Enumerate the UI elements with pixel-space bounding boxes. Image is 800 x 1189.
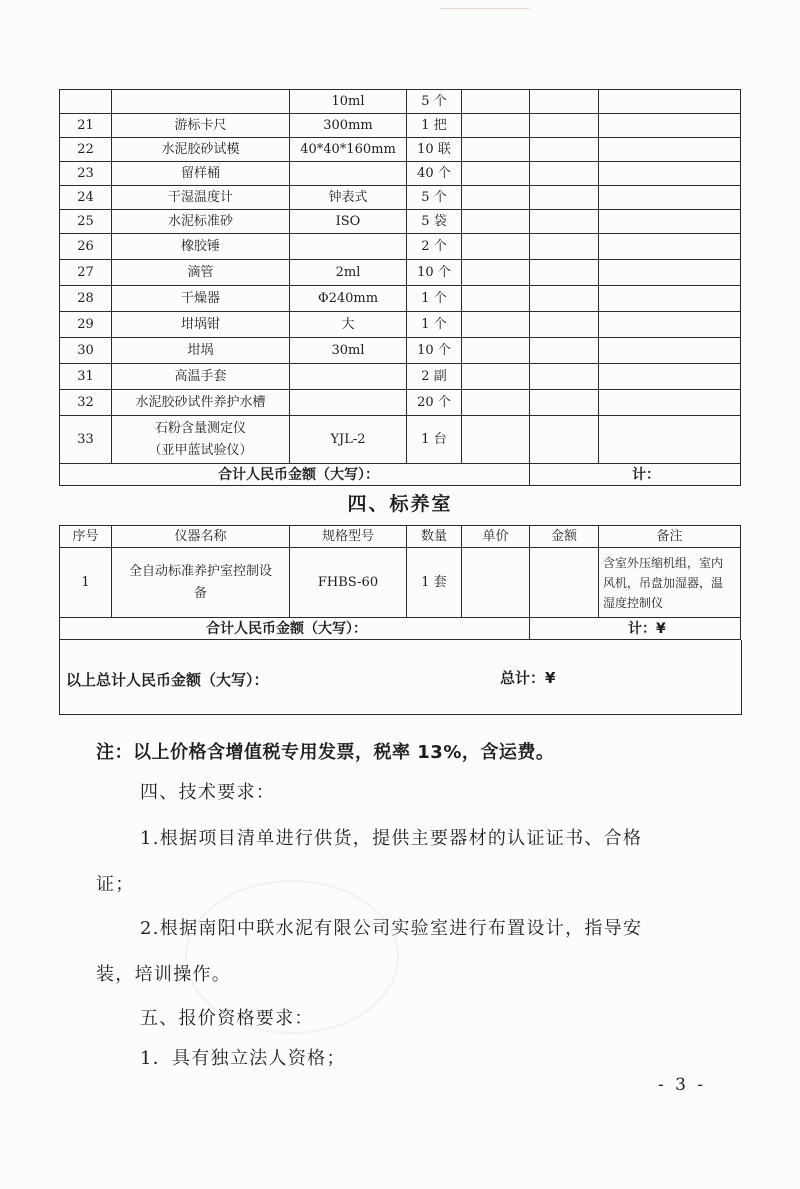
amount: [530, 286, 599, 312]
item-spec: [290, 390, 407, 416]
unit-price: [462, 338, 530, 364]
item-qty: 2 个: [407, 234, 462, 260]
table-sum-row: [60, 618, 741, 640]
tech-item-1-cont: 证；: [96, 874, 135, 895]
item-qty: 5 个: [407, 186, 462, 210]
remark-line: 湿度控制仪: [603, 595, 664, 610]
table-row: [60, 114, 741, 138]
page-number: - 3 -: [658, 1075, 707, 1095]
stamp-trace: [440, 0, 530, 9]
unit-price: [462, 210, 530, 234]
table-row: [60, 286, 741, 312]
item-spec: [290, 234, 407, 260]
item-qty: 5 个: [407, 90, 462, 114]
item-name: 干燥器: [112, 286, 290, 312]
item-spec: 大: [290, 312, 407, 338]
table-row: [60, 138, 741, 162]
item-name: 坩埚: [112, 338, 290, 364]
sum-total: 计：: [530, 464, 741, 486]
remark: [599, 416, 741, 464]
column-header: 金额: [530, 526, 599, 548]
table-row: [60, 312, 741, 338]
row-number: 28: [60, 286, 112, 312]
unit-price: [462, 186, 530, 210]
amount: [530, 186, 599, 210]
table-header-row: [60, 526, 741, 548]
remark: [599, 548, 741, 618]
amount: [530, 114, 599, 138]
amount: [530, 138, 599, 162]
unit-price: [462, 114, 530, 138]
amount: [530, 234, 599, 260]
item-qty: 40 个: [407, 162, 462, 186]
tech-item-1: 1.根据项目清单进行供货，提供主要器材的认证证书、合格: [140, 828, 643, 849]
row-number: 24: [60, 186, 112, 210]
unit-price: [462, 162, 530, 186]
item-spec: ISO: [290, 210, 407, 234]
amount: [530, 162, 599, 186]
table-row: [60, 260, 741, 286]
table-row: [60, 390, 741, 416]
row-number: [60, 90, 112, 114]
item-name: 坩埚钳: [112, 312, 290, 338]
item-qty: 10 联: [407, 138, 462, 162]
unit-price: [462, 90, 530, 114]
row-number: 26: [60, 234, 112, 260]
section-title: 四、标养室: [347, 493, 453, 515]
item-qty: 1 台: [407, 416, 462, 464]
item-name: [112, 548, 290, 618]
item-name: 橡胶锤: [112, 234, 290, 260]
item-spec: Φ240mm: [290, 286, 407, 312]
column-header: 数量: [407, 526, 462, 548]
remark-line: 风机，吊盘加湿器，温: [603, 575, 724, 590]
column-header: 单价: [462, 526, 530, 548]
table-row: [60, 186, 741, 210]
amount: [530, 90, 599, 114]
unit-price: [462, 260, 530, 286]
item-qty: 1 个: [407, 312, 462, 338]
item-qty: 10 个: [407, 338, 462, 364]
amount: [530, 260, 599, 286]
column-header: 规格型号: [290, 526, 407, 548]
item-name: 水泥标准砂: [112, 210, 290, 234]
item-name: 水泥胶砂试件养护水槽: [112, 390, 290, 416]
item-qty: 2 副: [407, 364, 462, 390]
item-name-line: 石粉含量测定仪: [154, 420, 246, 436]
sum-total: 计：¥: [530, 618, 741, 640]
row-number: 22: [60, 138, 112, 162]
item-qty: 1 套: [407, 548, 462, 618]
row-number: 1: [60, 548, 112, 618]
unit-price: [462, 312, 530, 338]
item-spec: 300mm: [290, 114, 407, 138]
table-row: [60, 338, 741, 364]
item-spec: FHBS-60: [290, 548, 407, 618]
item-name: [112, 416, 290, 464]
table-row: [60, 162, 741, 186]
amount: [530, 416, 599, 464]
grand-total-value: 总计：¥: [500, 669, 556, 687]
qual-heading: 五、报价资格要求：: [140, 1008, 314, 1029]
remark: [599, 312, 741, 338]
row-number: 29: [60, 312, 112, 338]
column-header: 序号: [60, 526, 112, 548]
column-header: 备注: [599, 526, 741, 548]
unit-price: [462, 364, 530, 390]
row-number: 27: [60, 260, 112, 286]
unit-price: [462, 138, 530, 162]
qual-item-1: 1．具有独立法人资格；: [140, 1048, 346, 1069]
item-name: 水泥胶砂试模: [112, 138, 290, 162]
row-number: 31: [60, 364, 112, 390]
item-name-line: 备: [193, 585, 207, 601]
unit-price: [462, 416, 530, 464]
remark: [599, 260, 741, 286]
curing-room-table: [59, 525, 741, 640]
amount: [530, 210, 599, 234]
unit-price: [462, 390, 530, 416]
tech-heading: 四、技术要求：: [140, 782, 276, 803]
tech-item-2: 2.根据南阳中联水泥有限公司实验室进行布置设计，指导安: [140, 918, 643, 939]
unit-price: [462, 548, 530, 618]
table-row: [60, 364, 741, 390]
remark: [599, 138, 741, 162]
item-name: 留样桶: [112, 162, 290, 186]
sum-label: 合计人民币金额（大写）：: [60, 464, 530, 486]
remark: [599, 234, 741, 260]
amount: [530, 364, 599, 390]
remark: [599, 286, 741, 312]
grand-total-box: [59, 640, 742, 715]
equipment-table-continued: [59, 89, 741, 486]
amount: [530, 390, 599, 416]
row-number: 32: [60, 390, 112, 416]
remark: [599, 390, 741, 416]
unit-price: [462, 286, 530, 312]
remark: [599, 186, 741, 210]
column-header: 仪器名称: [112, 526, 290, 548]
table-row: [60, 416, 741, 464]
remark: [599, 364, 741, 390]
amount: [530, 338, 599, 364]
amount: [530, 548, 599, 618]
item-spec: 2ml: [290, 260, 407, 286]
item-qty: 10 个: [407, 260, 462, 286]
table-row: [60, 90, 741, 114]
item-name: 游标卡尺: [112, 114, 290, 138]
item-spec: [290, 364, 407, 390]
row-number: 33: [60, 416, 112, 464]
row-number: 23: [60, 162, 112, 186]
remark-line: 含室外压缩机组，室内: [603, 555, 724, 570]
item-spec: 30ml: [290, 338, 407, 364]
row-number: 21: [60, 114, 112, 138]
item-name: [112, 90, 290, 114]
table-row: [60, 548, 741, 618]
item-spec: 钟表式: [290, 186, 407, 210]
remark: [599, 162, 741, 186]
item-qty: 20 个: [407, 390, 462, 416]
amount: [530, 312, 599, 338]
item-qty: 1 个: [407, 286, 462, 312]
tech-item-2-cont: 装，培训操作。: [96, 964, 232, 985]
row-number: 25: [60, 210, 112, 234]
item-name: 干湿温度计: [112, 186, 290, 210]
sum-label: 合计人民币金额（大写）：: [60, 618, 530, 640]
remark: [599, 90, 741, 114]
item-spec: YJL-2: [290, 416, 407, 464]
item-qty: 1 把: [407, 114, 462, 138]
item-spec: 40*40*160mm: [290, 138, 407, 162]
grand-total-label: 以上总计人民币金额（大写）：: [66, 671, 269, 689]
item-name: 滴管: [112, 260, 290, 286]
table-row: [60, 234, 741, 260]
item-spec: [290, 162, 407, 186]
item-name: 高温手套: [112, 364, 290, 390]
unit-price: [462, 234, 530, 260]
table-sum-row: [60, 464, 741, 486]
item-name-line: （亚甲蓝试验仪）: [148, 442, 253, 458]
remark: [599, 210, 741, 234]
table-row: [60, 210, 741, 234]
item-spec: 10ml: [290, 90, 407, 114]
item-name-line: 全自动标准养护室控制设: [128, 563, 272, 579]
remark: [599, 114, 741, 138]
row-number: 30: [60, 338, 112, 364]
tax-note: 注：以上价格含增值税专用发票，税率 13%，含运费。: [96, 742, 555, 763]
remark: [599, 338, 741, 364]
item-qty: 5 袋: [407, 210, 462, 234]
